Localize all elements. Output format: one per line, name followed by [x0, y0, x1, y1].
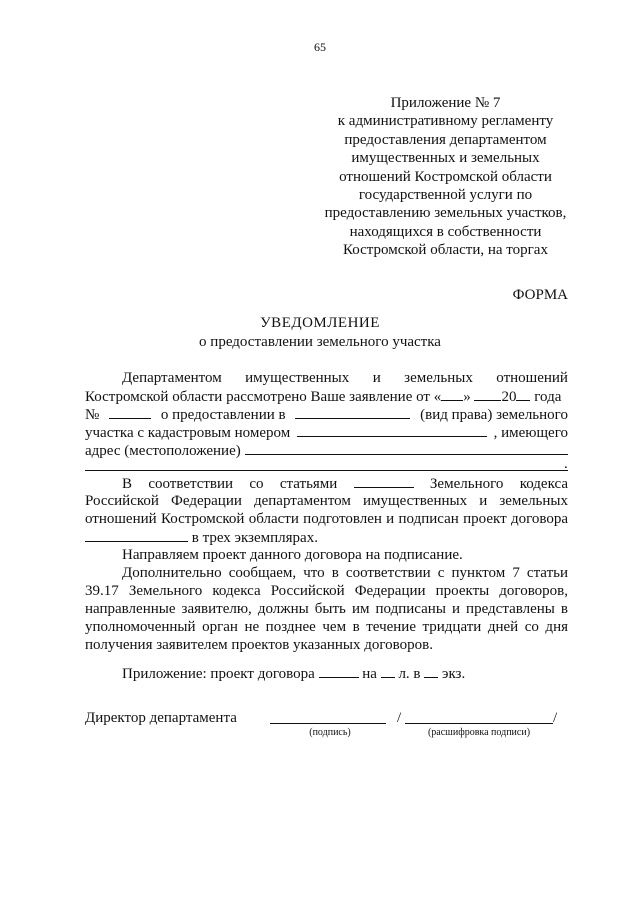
- form-label: ФОРМА: [512, 287, 568, 303]
- address-field[interactable]: [245, 442, 568, 455]
- text: земельных: [404, 370, 473, 386]
- text: (вид права) земельного: [420, 407, 568, 423]
- document-subtitle: о предоставлении земельного участка: [199, 334, 441, 350]
- text: , имеющего: [493, 425, 568, 441]
- appendix-line: Костромской области, на торгах: [343, 242, 548, 259]
- text: 20: [501, 389, 517, 405]
- para4-line3: направленные заявителю, должны быть им подписаны и представлены в: [85, 601, 568, 617]
- text: кодекса: [519, 476, 568, 492]
- day-field[interactable]: [441, 388, 463, 401]
- para2-line4: [85, 529, 568, 547]
- appendix-line: отношений Костромской области: [339, 168, 552, 185]
- appendix-line: Приложение № 7: [390, 95, 501, 111]
- director-position: Директор департамента: [85, 710, 237, 726]
- text: №: [85, 407, 100, 423]
- page-number: 65: [314, 40, 326, 54]
- text: адрес (местоположение): [85, 443, 241, 459]
- sheets-field[interactable]: [381, 665, 395, 678]
- text: в трех экземплярах.: [191, 530, 318, 546]
- attachment-line: [122, 665, 465, 683]
- text: участка с кадастровым номером: [85, 425, 291, 441]
- articles-field[interactable]: [354, 475, 414, 488]
- text: Департаментом: [122, 370, 222, 386]
- signature-decoding-field[interactable]: [405, 711, 553, 724]
- period: .: [564, 456, 568, 472]
- text: л. в: [398, 666, 421, 682]
- slash-right: /: [553, 710, 558, 726]
- text: соответствии: [148, 476, 234, 492]
- text: »: [463, 389, 471, 405]
- appendix-line: находящихся в собственности: [349, 223, 542, 240]
- para1-line4: [85, 424, 568, 442]
- contract-name-field[interactable]: [319, 665, 359, 678]
- decoding-caption: (расшифровка подписи): [427, 727, 531, 738]
- text: В: [122, 476, 133, 492]
- appendix-line: к административному регламенту: [337, 113, 554, 130]
- text: года: [534, 389, 562, 405]
- year-field[interactable]: [516, 388, 530, 401]
- appendix-line: государственной услуги по: [358, 187, 533, 204]
- text: Приложение: проект договора: [122, 666, 315, 682]
- appendix-line: имущественных и земельных: [351, 150, 540, 167]
- text: Земельного: [429, 476, 504, 492]
- signature-caption: (подпись): [309, 727, 351, 738]
- text: отношений: [496, 370, 568, 386]
- document-title: УВЕДОМЛЕНИЕ: [260, 315, 380, 331]
- para4-line1: Дополнительно сообщаем, что в соответствии с пунктом 7 статьи: [122, 565, 568, 581]
- para2-line3: отношений Костромской области подготовлен и подписан проект договора: [85, 511, 568, 527]
- para1-line2: [85, 388, 568, 406]
- text: о предоставлении в: [160, 407, 286, 423]
- appendix-header: [318, 94, 573, 260]
- address-field-continuation[interactable]: [85, 470, 568, 471]
- para4-line2: 39.17 Земельного кодекса Российской Федерации проекты договоров,: [85, 583, 568, 599]
- text: на: [362, 666, 377, 682]
- right-type-field[interactable]: [295, 406, 410, 419]
- para3: Направляем проект данного договора на подписание.: [122, 547, 463, 563]
- para2-line2: Российской Федерации департаментом имущественных и земельных: [85, 493, 568, 509]
- para1-line3: [85, 406, 568, 424]
- para4-line4: уполномоченный орган не позднее чем в течение тридцати дней со дня: [85, 619, 568, 635]
- copies-field[interactable]: [424, 665, 438, 678]
- appendix-line: предоставлению земельных участков,: [324, 205, 567, 222]
- para4-line5: получения заявителем проектов указанных договоров.: [85, 637, 433, 653]
- appendix-line: предоставления департаментом: [344, 131, 547, 148]
- text: со: [249, 476, 264, 492]
- para1-line1: [85, 370, 568, 387]
- slash-left: /: [397, 710, 402, 726]
- text: имущественных: [245, 370, 350, 386]
- para2-line1: [85, 475, 568, 493]
- text: Костромской области рассмотрено Ваше заявление от «: [85, 389, 442, 405]
- signature-field[interactable]: [270, 711, 386, 724]
- text: экз.: [442, 666, 466, 682]
- text: и: [372, 370, 381, 386]
- application-number-field[interactable]: [109, 406, 151, 419]
- para1-line5: [85, 442, 568, 460]
- month-field[interactable]: [474, 388, 501, 401]
- cadastral-number-field[interactable]: [297, 424, 487, 437]
- text: статьями: [279, 476, 338, 492]
- contract-type-field[interactable]: [85, 529, 188, 542]
